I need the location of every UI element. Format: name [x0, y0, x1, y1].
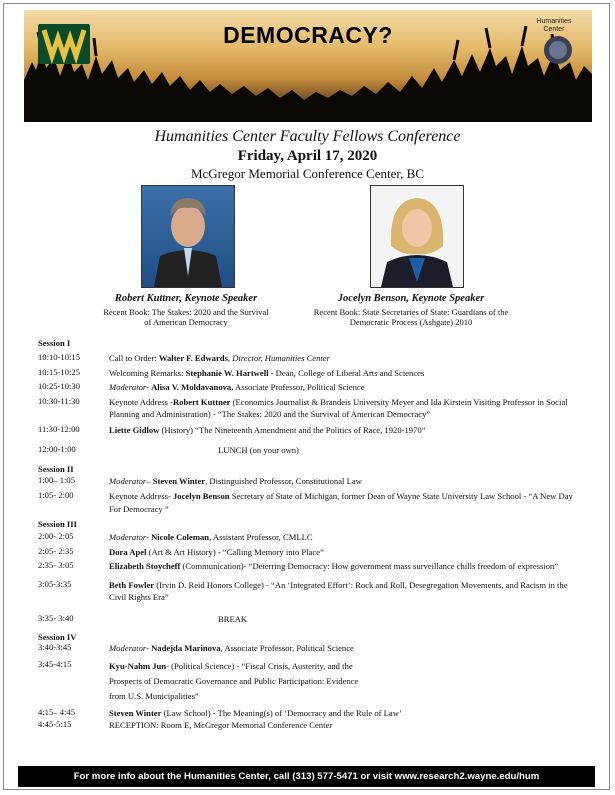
schedule-row [38, 642, 583, 655]
schedule-row [38, 560, 583, 573]
person-name: Dora Apel [109, 546, 147, 557]
event-text: (Economics Journalist & Brandeis University Meyer and Ida Kirstein Visiting Professor in Social Planning and Administration) - “The Stakes: 2020 and the Survival of American Democracy” [109, 396, 568, 419]
event [109, 352, 583, 365]
speaker-book [300, 307, 522, 327]
event-text: , Assistant Professor, CMLLC [209, 532, 313, 542]
event-text: Moderator- [109, 532, 152, 542]
event-text: Secretary of State of Michigan, former Dean of Wayne State University Law School - “A New Day For Democracy ” [109, 491, 573, 514]
event [109, 560, 583, 573]
time: 1:00– 1:05 [38, 474, 76, 485]
schedule-row [38, 444, 583, 457]
event-text: Keynote Address- [109, 491, 173, 501]
book-line: Recent Book: The Stakes: 2020 and the Survival [103, 307, 269, 317]
person-name: Stephanie W. Hartwell [185, 367, 269, 378]
event [109, 531, 583, 544]
event-text: , Associate Professor, Political Science [220, 643, 354, 653]
time: 10:25-10:30 [38, 381, 81, 391]
event-text: (Irvin D. Reid Honors College) - “An ‘Integrated Effort’: Rock and Roll, Desegregation Movements, and Racism in the Civil Rights Era” [109, 579, 568, 602]
event [109, 381, 583, 394]
schedule-row [38, 424, 583, 437]
time: 2:05- 2:35 [38, 545, 74, 556]
event [109, 642, 583, 655]
event [109, 707, 583, 720]
book-line: of American Democracy [144, 317, 228, 327]
schedule-row [38, 475, 583, 488]
schedule-row [38, 613, 583, 626]
time: 3:05-3:35 [38, 578, 72, 589]
time: 2:35- 3:05 [38, 560, 74, 570]
session-heading: Session I [38, 338, 71, 348]
event-text: Welcoming Remarks: [109, 367, 186, 378]
time: 3:35- 3:40 [38, 612, 74, 623]
portrait-man-image [142, 186, 234, 287]
conference-date: Friday, April 17, 2020 [237, 148, 378, 164]
event [109, 396, 583, 421]
time: 10:15-10:25 [38, 366, 81, 377]
schedule-row [38, 531, 583, 544]
portrait-woman-image [371, 186, 463, 287]
humanities-center-logo-text: Humanities Center [536, 18, 572, 33]
time: 2:00- 2:05 [38, 531, 74, 541]
person-name: Robert Kuttner [172, 396, 231, 407]
time: 1:05- 2:00 [38, 490, 74, 500]
event-text: Keynote Address - [109, 396, 173, 407]
event [109, 490, 583, 515]
time: 3:45-4:15 [38, 658, 72, 669]
header-banner [24, 10, 592, 122]
person-name: Alisa V. Moldavanova, [151, 382, 234, 392]
person-name: Steven Winter [152, 475, 206, 486]
event-text: - Dean, College of Liberal Arts and Sciences [268, 367, 425, 378]
speaker-card-benson [300, 293, 522, 327]
event-text: (Communication)- “Deterring Democracy: How government mass surveillance chills freedom of expression” [180, 561, 559, 571]
schedule-row [38, 396, 583, 421]
event-text: (Art & Art History) - “Calling Memory into Place” [146, 546, 324, 557]
event [109, 546, 583, 559]
session-heading: Session II [38, 463, 74, 474]
time: 12:00-1:00 [38, 444, 76, 454]
person-name: Liette Gidlow [109, 424, 160, 435]
speaker-book [80, 307, 292, 327]
event-text: , Director, Humanities Center [227, 353, 330, 363]
event-text: Prospects of Democratic Governance and Public Participation: Evidence [109, 675, 359, 686]
time: 4:45-5:15 [38, 719, 72, 729]
time: 10:30-11:30 [38, 395, 80, 406]
person-name: Nicole Coleman [151, 532, 210, 542]
person-name: Jocelyn Benson [172, 491, 230, 501]
time: 3:40-3:45 [38, 642, 72, 652]
event [109, 367, 583, 380]
person-name: Nadejda Marinova [151, 643, 221, 653]
event-text: Moderator- [109, 643, 152, 653]
event-text: (History) “The Nineteenth Amendment and the Politics of Race, 1920-1970” [159, 424, 426, 435]
person-name: Steven Winter [109, 707, 162, 718]
session-heading: Session III [38, 519, 77, 529]
schedule-row [38, 381, 583, 394]
event-text: , Distinguished Professor, Constitutional Law [205, 475, 362, 486]
banner-title: DEMOCRACY? [223, 22, 393, 48]
schedule-row [38, 546, 583, 559]
schedule [38, 338, 583, 732]
footer-info-bar: For more info about the Humanities Center, call (313) 577-5471 or visit www.research2.wayne.edu/hum [18, 766, 595, 787]
break-label: BREAK [218, 613, 248, 624]
person-name: Kyu-Nahm Jun [109, 660, 167, 671]
event [109, 579, 583, 604]
event-text: Moderator- [109, 382, 152, 392]
book-line: Recent Book: State Secretaries of State: Guardians of the [313, 307, 509, 317]
person-name: Elizabeth Stoycheff [109, 561, 181, 571]
speaker-name: Robert Kuttner, Keynote Speaker [114, 293, 258, 304]
jocelyn-benson-photo [370, 185, 464, 288]
robert-kuttner-photo [141, 185, 235, 288]
schedule-row [38, 367, 583, 380]
schedule-row [38, 490, 583, 515]
session-heading: Session IV [38, 632, 77, 642]
time: 4:15– 4:45 [38, 706, 76, 717]
time: 11:30-12:00 [38, 423, 80, 434]
schedule-row [38, 719, 583, 732]
person-name: Walter F. Edwards [158, 353, 228, 363]
event-text: Associate Professor, Political Science [233, 382, 365, 392]
event [109, 424, 583, 437]
schedule-row [38, 707, 583, 720]
conference-venue: McGregor Memorial Conference Center, BC [190, 166, 425, 181]
conference-title: Humanities Center Faculty Fellows Conference [154, 128, 461, 145]
time: 10:10-10:15 [38, 352, 81, 362]
event-text: - (Political Science) - “Fiscal Crisis, Austerity, and the [166, 660, 353, 671]
event-text: (Law School) - The Meaning(s) of ‘Democracy and the Rule of Law’ [161, 707, 402, 718]
speaker-name: Jocelyn Benson, Keynote Speaker [337, 293, 485, 304]
person-name: Beth Fowler [109, 579, 155, 590]
event [109, 475, 583, 488]
schedule-row [38, 352, 583, 365]
schedule-row [38, 579, 583, 604]
event-text: Moderator– [109, 475, 153, 486]
event-text: from U.S. Municipalities” [109, 690, 199, 701]
event [109, 659, 583, 704]
speaker-card-kuttner [80, 293, 292, 327]
event: RECEPTION: Room E, McGregor Memorial Conference Center [109, 720, 333, 730]
event-text: Call to Order: [109, 353, 159, 363]
lunch-label: LUNCH (on your own) [218, 445, 299, 455]
book-line: Democratic Process (Ashgate) 2010 [349, 317, 473, 327]
schedule-row [38, 659, 583, 704]
